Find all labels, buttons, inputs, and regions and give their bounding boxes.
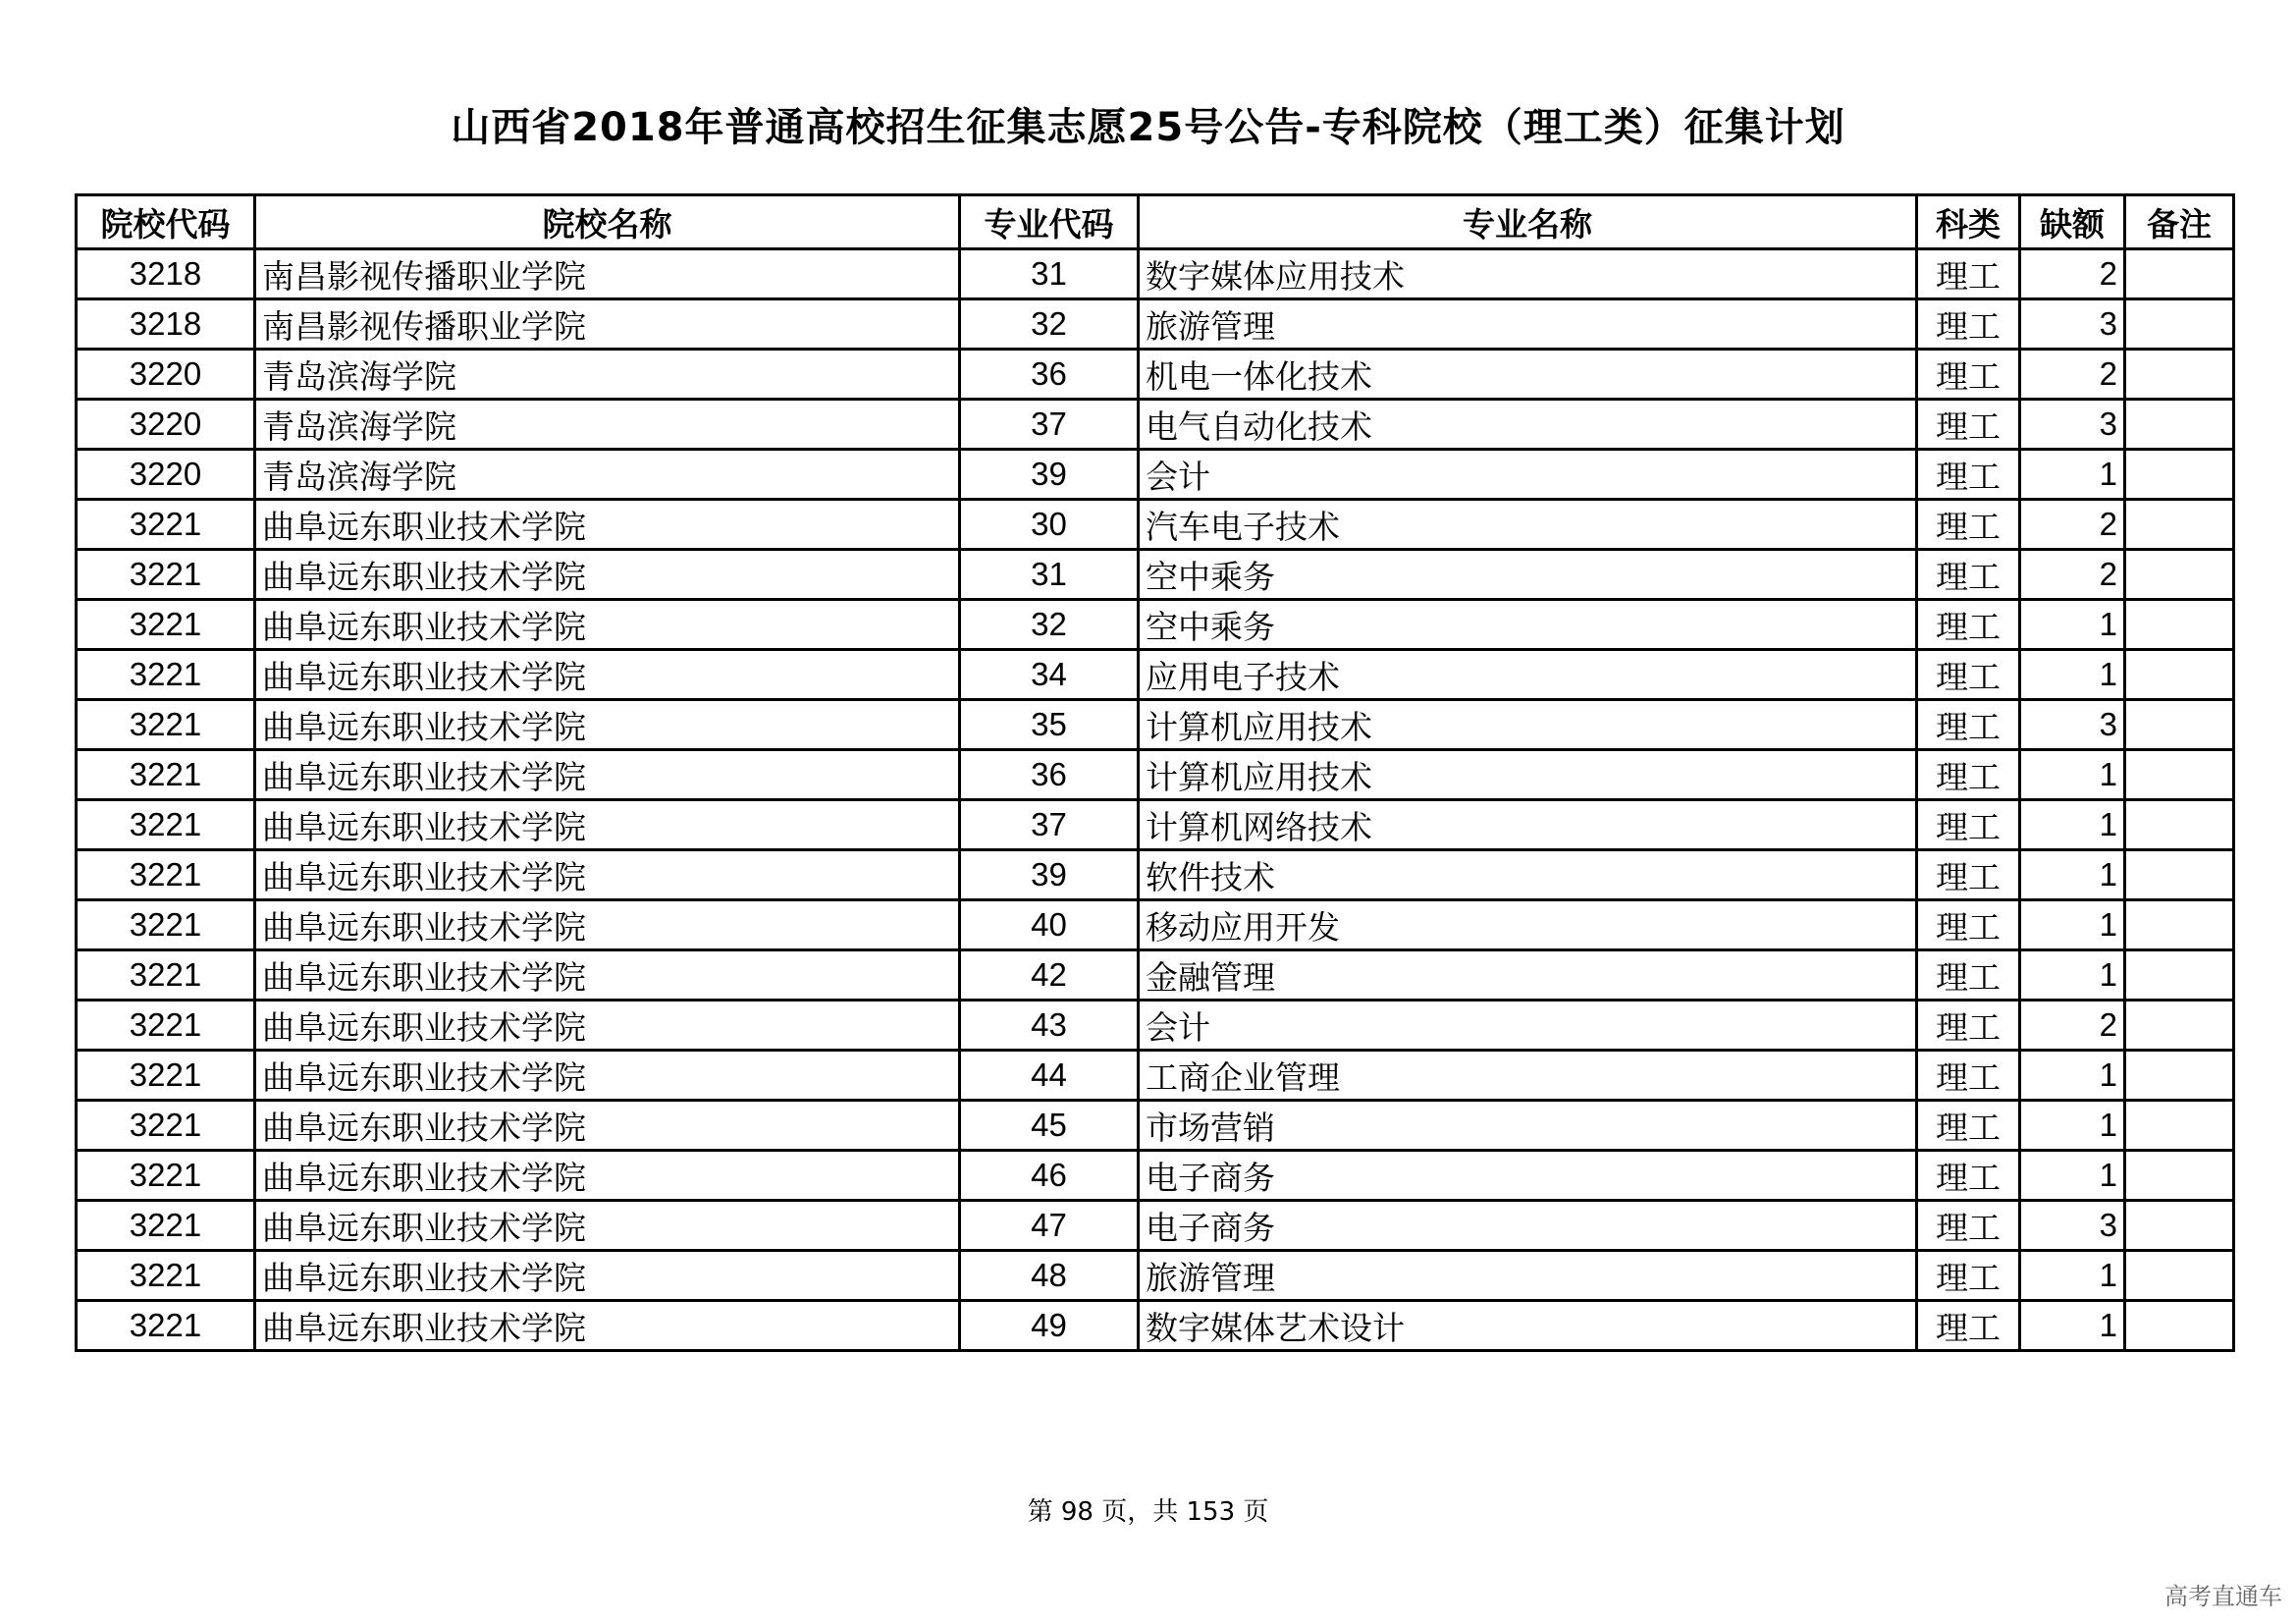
table-row [77,500,2234,550]
cell-note [2125,299,2234,350]
cell-major-code: 31 [960,249,1139,299]
cell-major-code: 36 [960,750,1139,800]
header-school-code: 院校代码 [77,195,255,249]
cell-category: 理工 [1917,1051,2020,1101]
cell-school-code: 3221 [77,1001,255,1051]
cell-quota: 1 [2020,650,2125,700]
cell-major-name: 移动应用开发 [1139,900,1917,950]
cell-category: 理工 [1917,800,2020,850]
cell-category: 理工 [1917,500,2020,550]
cell-quota: 1 [2020,1251,2125,1301]
table-row [77,550,2234,600]
cell-major-name: 计算机网络技术 [1139,800,1917,850]
cell-school-name: 曲阜远东职业技术学院 [255,850,960,900]
table-row [77,600,2234,650]
cell-school-code: 3220 [77,450,255,500]
cell-school-code: 3221 [77,600,255,650]
cell-category: 理工 [1917,450,2020,500]
table-row [77,650,2234,700]
cell-category: 理工 [1917,650,2020,700]
table-row [77,1151,2234,1201]
cell-school-code: 3221 [77,1101,255,1151]
cell-school-name: 曲阜远东职业技术学院 [255,650,960,700]
cell-note [2125,850,2234,900]
table-row [77,299,2234,350]
cell-major-code: 32 [960,299,1139,350]
cell-school-code: 3221 [77,1251,255,1301]
cell-note [2125,600,2234,650]
header-category: 科类 [1917,195,2020,249]
cell-school-code: 3220 [77,400,255,450]
cell-quota: 1 [2020,1051,2125,1101]
table-row [77,700,2234,750]
table-row [77,1051,2234,1101]
cell-major-code: 31 [960,550,1139,600]
cell-category: 理工 [1917,1301,2020,1351]
cell-school-code: 3221 [77,650,255,700]
cell-quota: 1 [2020,1101,2125,1151]
table-row [77,450,2234,500]
cell-school-name: 曲阜远东职业技术学院 [255,1051,960,1101]
cell-major-code: 37 [960,800,1139,850]
cell-note [2125,400,2234,450]
cell-note [2125,500,2234,550]
table-row [77,1101,2234,1151]
cell-quota: 1 [2020,450,2125,500]
header-major-code: 专业代码 [960,195,1139,249]
cell-major-code: 40 [960,900,1139,950]
cell-major-name: 工商企业管理 [1139,1051,1917,1101]
cell-major-name: 旅游管理 [1139,299,1917,350]
cell-major-name: 旅游管理 [1139,1251,1917,1301]
cell-major-code: 39 [960,850,1139,900]
cell-category: 理工 [1917,299,2020,350]
cell-quota: 1 [2020,900,2125,950]
cell-quota: 3 [2020,1201,2125,1251]
cell-major-code: 35 [960,700,1139,750]
cell-major-name: 计算机应用技术 [1139,750,1917,800]
cell-school-code: 3221 [77,700,255,750]
cell-category: 理工 [1917,1101,2020,1151]
cell-major-name: 会计 [1139,450,1917,500]
cell-school-code: 3221 [77,1051,255,1101]
cell-major-name: 市场营销 [1139,1101,1917,1151]
cell-note [2125,450,2234,500]
cell-quota: 1 [2020,600,2125,650]
header-school-name: 院校名称 [255,195,960,249]
cell-major-code: 47 [960,1201,1139,1251]
cell-school-name: 青岛滨海学院 [255,450,960,500]
cell-note [2125,1101,2234,1151]
cell-school-name: 曲阜远东职业技术学院 [255,550,960,600]
cell-school-name: 曲阜远东职业技术学院 [255,1201,960,1251]
cell-school-code: 3220 [77,350,255,400]
cell-major-code: 34 [960,650,1139,700]
cell-school-code: 3221 [77,950,255,1001]
cell-note [2125,550,2234,600]
page-number: 第 98 页，共 153 页 [1027,1497,1269,1527]
watermark-text: 高考直通车 [2164,1583,2282,1610]
cell-note [2125,350,2234,400]
cell-note [2125,650,2234,700]
table-row [77,850,2234,900]
header-major-name: 专业名称 [1139,195,1917,249]
cell-school-code: 3221 [77,900,255,950]
cell-major-name: 计算机应用技术 [1139,700,1917,750]
cell-school-code: 3221 [77,800,255,850]
cell-major-name: 空中乘务 [1139,600,1917,650]
cell-major-code: 32 [960,600,1139,650]
cell-category: 理工 [1917,700,2020,750]
cell-note [2125,1151,2234,1201]
cell-category: 理工 [1917,1151,2020,1201]
cell-major-name: 会计 [1139,1001,1917,1051]
cell-school-name: 曲阜远东职业技术学院 [255,1101,960,1151]
cell-quota: 2 [2020,1001,2125,1051]
cell-major-code: 30 [960,500,1139,550]
cell-quota: 1 [2020,800,2125,850]
cell-note [2125,249,2234,299]
cell-category: 理工 [1917,600,2020,650]
cell-major-code: 37 [960,400,1139,450]
cell-note [2125,900,2234,950]
cell-category: 理工 [1917,249,2020,299]
cell-category: 理工 [1917,950,2020,1001]
cell-major-name: 汽车电子技术 [1139,500,1917,550]
cell-major-name: 电子商务 [1139,1201,1917,1251]
table-row [77,1301,2234,1351]
cell-major-name: 软件技术 [1139,850,1917,900]
enrollment-plan-table [75,193,2235,1352]
cell-category: 理工 [1917,1001,2020,1051]
cell-school-name: 青岛滨海学院 [255,350,960,400]
cell-quota: 1 [2020,1151,2125,1201]
cell-note [2125,950,2234,1001]
header-note: 备注 [2125,195,2234,249]
cell-major-code: 39 [960,450,1139,500]
cell-note [2125,750,2234,800]
cell-major-name: 应用电子技术 [1139,650,1917,700]
table-row [77,1001,2234,1051]
cell-quota: 1 [2020,850,2125,900]
cell-note [2125,1251,2234,1301]
cell-quota: 2 [2020,500,2125,550]
cell-major-code: 49 [960,1301,1139,1351]
cell-school-code: 3221 [77,750,255,800]
cell-major-name: 电气自动化技术 [1139,400,1917,450]
cell-school-code: 3218 [77,299,255,350]
cell-category: 理工 [1917,750,2020,800]
cell-major-code: 44 [960,1051,1139,1101]
table-row [77,400,2234,450]
cell-school-name: 曲阜远东职业技术学院 [255,600,960,650]
header-quota: 缺额 [2020,195,2125,249]
cell-major-code: 45 [960,1101,1139,1151]
cell-school-code: 3221 [77,500,255,550]
cell-major-name: 电子商务 [1139,1151,1917,1201]
cell-major-code: 43 [960,1001,1139,1051]
cell-school-name: 南昌影视传播职业学院 [255,299,960,350]
cell-school-name: 曲阜远东职业技术学院 [255,800,960,850]
cell-school-code: 3221 [77,550,255,600]
cell-school-name: 曲阜远东职业技术学院 [255,950,960,1001]
cell-category: 理工 [1917,850,2020,900]
table-header-row [77,195,2234,249]
table-row [77,249,2234,299]
cell-note [2125,800,2234,850]
cell-major-code: 48 [960,1251,1139,1301]
cell-school-code: 3221 [77,850,255,900]
cell-quota: 1 [2020,1301,2125,1351]
cell-quota: 2 [2020,550,2125,600]
cell-quota: 3 [2020,700,2125,750]
cell-quota: 2 [2020,249,2125,299]
table-row [77,1201,2234,1251]
cell-school-name: 曲阜远东职业技术学院 [255,900,960,950]
table-row [77,950,2234,1001]
cell-major-code: 42 [960,950,1139,1001]
cell-school-name: 曲阜远东职业技术学院 [255,1151,960,1201]
cell-quota: 3 [2020,299,2125,350]
cell-school-name: 青岛滨海学院 [255,400,960,450]
table-row [77,750,2234,800]
cell-note [2125,1001,2234,1051]
cell-quota: 1 [2020,950,2125,1001]
cell-school-name: 曲阜远东职业技术学院 [255,1001,960,1051]
cell-quota: 3 [2020,400,2125,450]
page-title: 山西省2018年普通高校招生征集志愿25号公告-专科院校（理工类）征集计划 [451,105,1845,150]
cell-major-code: 36 [960,350,1139,400]
cell-school-code: 3221 [77,1301,255,1351]
cell-school-code: 3221 [77,1151,255,1201]
table-row [77,350,2234,400]
cell-school-name: 曲阜远东职业技术学院 [255,500,960,550]
table-row [77,1251,2234,1301]
cell-quota: 1 [2020,750,2125,800]
cell-note [2125,1201,2234,1251]
cell-school-code: 3218 [77,249,255,299]
cell-school-name: 曲阜远东职业技术学院 [255,1251,960,1301]
cell-major-name: 空中乘务 [1139,550,1917,600]
table-body [77,249,2234,1351]
cell-major-name: 数字媒体艺术设计 [1139,1301,1917,1351]
cell-major-code: 46 [960,1151,1139,1201]
table-row [77,900,2234,950]
cell-note [2125,1301,2234,1351]
cell-category: 理工 [1917,400,2020,450]
cell-quota: 2 [2020,350,2125,400]
cell-note [2125,1051,2234,1101]
cell-category: 理工 [1917,900,2020,950]
cell-school-name: 曲阜远东职业技术学院 [255,1301,960,1351]
cell-category: 理工 [1917,550,2020,600]
table-row [77,800,2234,850]
cell-major-name: 数字媒体应用技术 [1139,249,1917,299]
cell-major-name: 金融管理 [1139,950,1917,1001]
cell-major-name: 机电一体化技术 [1139,350,1917,400]
cell-category: 理工 [1917,350,2020,400]
cell-school-name: 曲阜远东职业技术学院 [255,700,960,750]
cell-school-name: 曲阜远东职业技术学院 [255,750,960,800]
cell-school-code: 3221 [77,1201,255,1251]
cell-note [2125,700,2234,750]
cell-category: 理工 [1917,1251,2020,1301]
cell-category: 理工 [1917,1201,2020,1251]
cell-school-name: 南昌影视传播职业学院 [255,249,960,299]
